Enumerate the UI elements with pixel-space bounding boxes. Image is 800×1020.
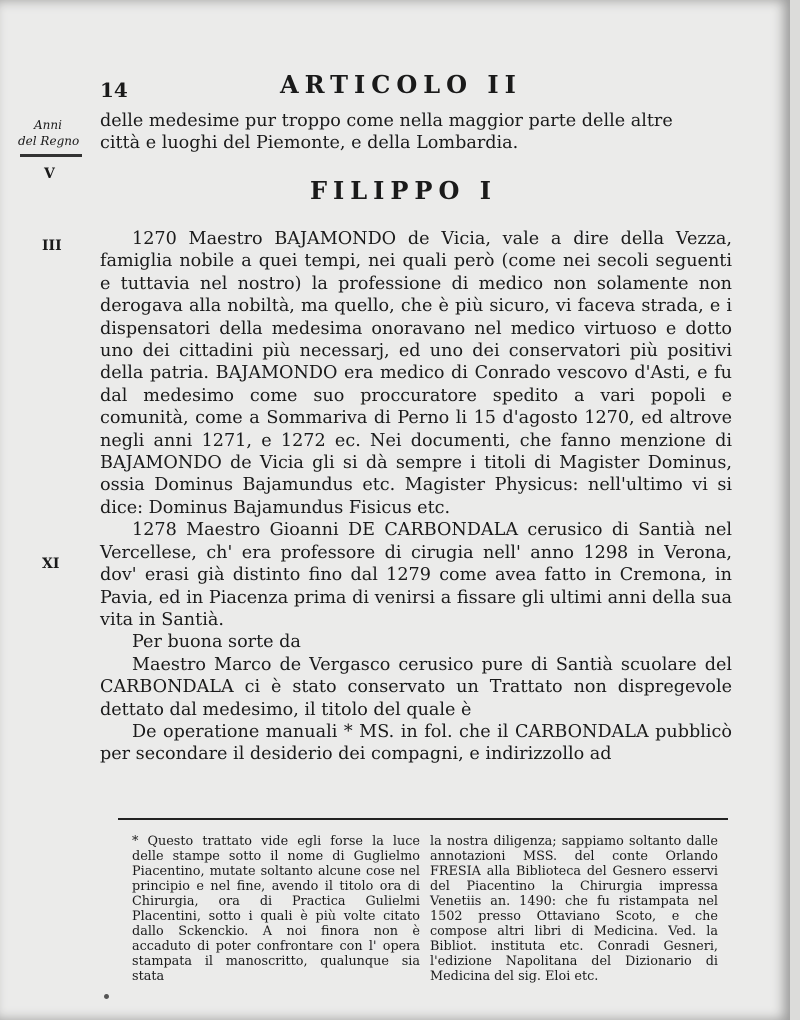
paragraph-4: Maestro Marco de Vergasco cerusico pure di Santià scuolare del CARBONDALA ci è stato conservato un Trattato non dispregevole dettato dal medesimo, il titolo del quale è [100, 654, 732, 720]
paragraph-5: De operatione manuali * MS. in fol. che il CARBONDALA pubblicò per secondare il desiderio dei compagni, e indirizzollo ad [100, 721, 732, 765]
running-head: ARTICOLO II [280, 70, 522, 99]
footnote-right-column: la nostra diligenza; sappiamo soltanto dalle annotazioni MSS. del conte Orlando FRESIA alla Biblioteca del Gesnero esservi del Piacentino la Chirurgia impressa Venetiis an. 1490: che fu ristampata nel 1502 presso Ottaviano Scoto, e che compose altri libri di Medicina. Ved. la Bibliot. instituta etc. Conradi Gesneri, l'edizione Napolitana del Dizionario di Medicina del sig. Eloi etc. [430, 834, 718, 984]
page-speck [104, 994, 109, 999]
margin-roman-3: XI [42, 556, 60, 572]
paragraph-3: Per buona sorte da [132, 632, 301, 653]
margin-roman-2: III [42, 238, 62, 254]
paragraph-1: 1270 Maestro BAJAMONDO de Vicia, vale a dire della Vezza, famiglia nobile a quei tempi, nei quali però (come nei secoli seguenti e tuttavia nel nostro) la professione di medico non solamente non derogava alla nobiltà, ma quello, che è più sicuro, vi faceva strada, e i dispensatori della medesima onoravano nel medico virtuoso e dotto uno dei cittadini più necessarj, ed uno dei conservatori più positivi della patria. BAJAMONDO era medico di Conrado vescovo d'Asti, e fu dal medesimo come suo proccuratore spedito a vari popoli e comunità, come a Sommariva di Perno li 15 d'agosto 1270, ed altrove negli anni 1271, e 1272 ec. Nei documenti, che fanno menzione di BAJAMONDO de Vicia gli si dà sempre i titoli di Magister Dominus, ossia Dominus Bajamundus etc. Magister Physicus: nell'ultimo vi si dice: Dominus Bajamundus Fisicus etc. [100, 229, 732, 518]
paragraph-2: 1278 Maestro Gioanni DE CARBONDALA cerusico di Santià nel Vercellese, ch' era professore di cirugia nell' anno 1298 in Verona, dov' erasi già distinto fino dal 1279 come avea fatto in Cremona, in Pavia, ed in Piacenza prima di venirsi a fissare gli ultimi anni della sua vita in Santià. [100, 520, 732, 630]
top-line-1: delle medesime pur troppo come nella maggior parte delle altre [100, 111, 673, 131]
margin-rule [20, 154, 82, 157]
top-line-2: città e luoghi del Piemonte, e della Lombardia. [100, 133, 519, 154]
margin-note-anni: Anni [34, 118, 62, 132]
main-text [100, 228, 732, 766]
footnote-rule [118, 818, 728, 820]
margin-column [0, 0, 92, 1020]
page-number: 14 [100, 78, 128, 102]
margin-roman-1: V [44, 166, 55, 182]
footnote-left-column: * Questo trattato vide egli forse la luce delle stampe sotto il nome di Guglielmo Piacentino, mutate soltanto alcune cose nel principio e nel fine, avendo il titolo ora di Chirurgia, ora di Practica Gulielmi Placentini, sotto i quali è più volte citato dallo Sckenckio. A noi finora non è accaduto di poter confrontare con l' opera stampata il manoscritto, qualunque sia stata [132, 834, 420, 984]
top-lines [100, 110, 732, 155]
margin-note-regno: del Regno [18, 134, 80, 148]
section-title: FILIPPO I [310, 176, 497, 205]
